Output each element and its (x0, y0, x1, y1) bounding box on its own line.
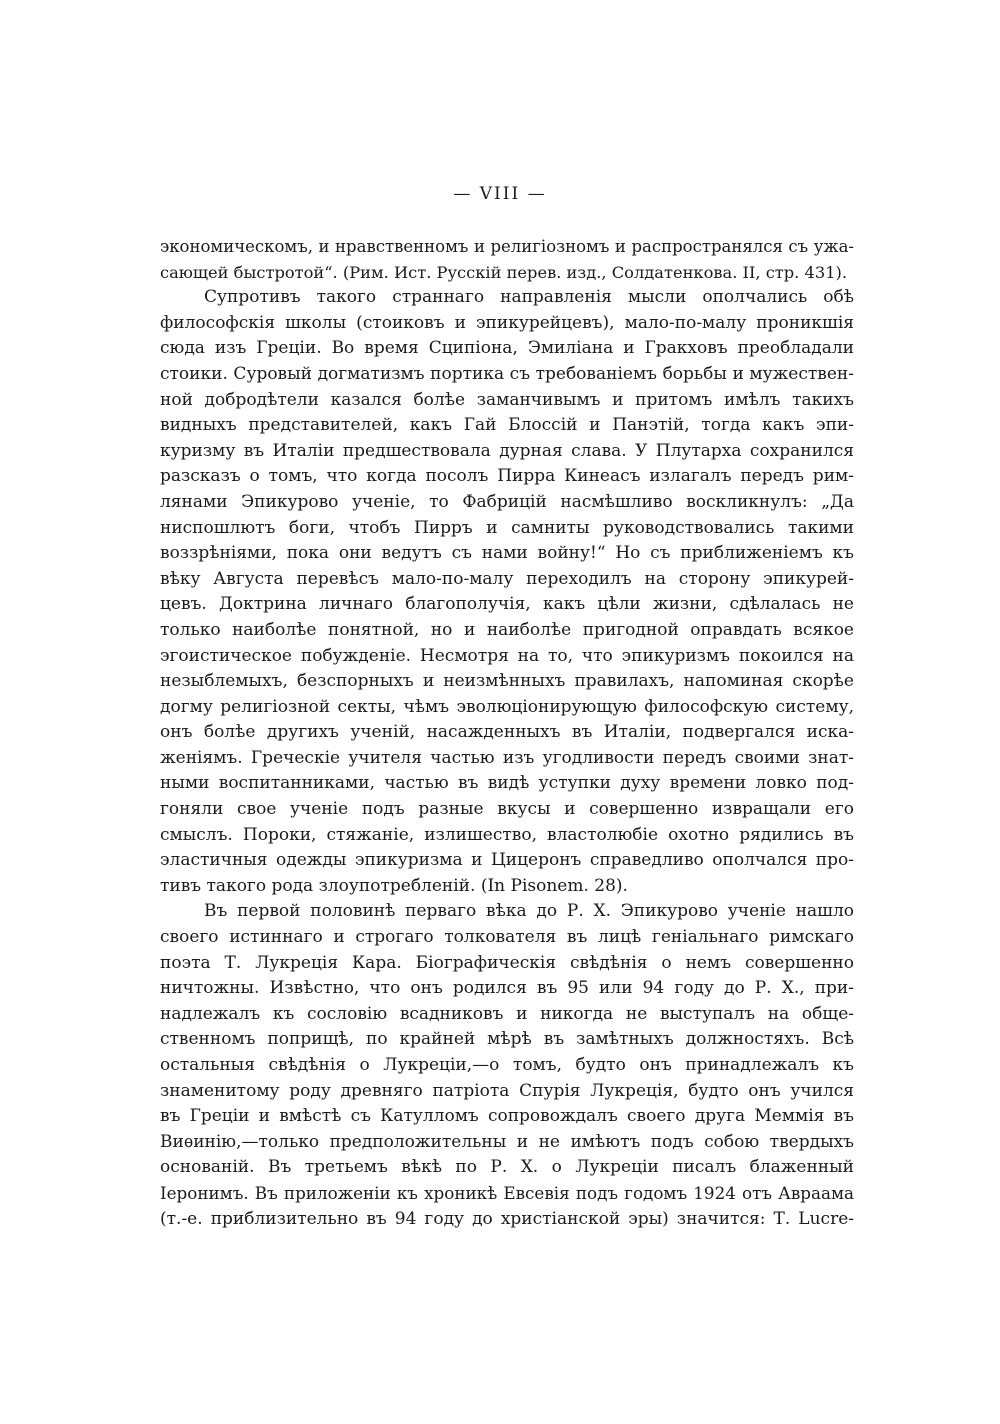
text-line: поэта Т. Лукреція Кара. Біографическія свѣдѣнія о немъ совершенно (160, 952, 854, 973)
text-line: надлежалъ къ сословію всадниковъ и никогда не выступалъ на обще- (160, 1003, 854, 1024)
text-line: вѣку Августа перевѣсъ мало-по-малу переходилъ на сторону эпикурей- (160, 568, 854, 589)
text-line: куризму въ Италіи предшествовала дурная слава. У Плутарха сохранился (160, 440, 854, 461)
text-line: сающей быстротой“. (Рим. Ист. Русскій перев. изд., Солдатенкова. II, стр. 431). (160, 262, 848, 282)
text-line: гоняли свое ученіе подъ разные вкусы и совершенно извращали его (160, 799, 854, 820)
text-line: основаній. Въ третьемъ вѣкѣ по Р. Х. о Лукреціи писалъ блаженный (160, 1157, 854, 1178)
text-line: Супротивъ такого страннаго направленія мысли ополчались обѣ (204, 287, 854, 308)
text-line: въ Греціи и вмѣстѣ съ Катулломъ сопровождалъ своего друга Меммія въ (160, 1106, 854, 1127)
text-line: ниспошлютъ боги, чтобъ Пирръ и самниты руководствовались такими (160, 517, 854, 538)
text-line: эгоистическое побужденіе. Несмотря на то, что эпикуризмъ покоился на (160, 645, 854, 666)
text-line: видныхъ представителей, какъ Гай Блоссій и Панэтій, тогда какъ эпи- (160, 415, 854, 436)
text-line: цевъ. Доктрина личнаго благополучія, какъ цѣли жизни, сдѣлалась не (160, 594, 854, 615)
text-line: тивъ такого рода злоупотребленій. (In Pisonem. 28). (160, 875, 628, 896)
body-text (160, 234, 854, 1232)
text-line: ственномъ поприщѣ, по крайней мѣрѣ въ замѣтныхъ должностяхъ. Всѣ (160, 1029, 854, 1050)
text-line: смыслъ. Пороки, стяжаніе, излишество, властолюбіе охотно рядились въ (160, 824, 854, 845)
text-line: ничтожны. Извѣстно, что онъ родился въ 95 или 94 году до Р. Х., при- (160, 978, 854, 999)
text-line: (т.-е. приблизительно въ 94 году до христіанской эры) значится: Т. Lucre- (160, 1208, 854, 1229)
text-line: лянами Эпикурово ученіе, то Фабрицій насмѣшливо воскликнулъ: „Да (160, 491, 854, 512)
text-line: только наиболѣе понятной, но и наиболѣе пригодной оправдать всякое (160, 619, 854, 640)
text-line: знаменитому роду древняго патріота Спурія Лукреція, будто онъ учился (160, 1080, 854, 1101)
text-line: сюда изъ Греціи. Во время Сципіона, Эмиліана и Гракховъ преобладали (160, 338, 854, 359)
text-line: ными воспитанниками, частью въ видѣ уступки духу времени ловко под- (160, 773, 854, 794)
text-line: философскія школы (стоиковъ и эпикурейцевъ), мало-по-малу проникшія (160, 312, 854, 333)
text-line: экономическомъ, и нравственномъ и религіозномъ и распространялся съ ужа- (160, 237, 854, 256)
text-line: Виѳинію,—только предположительны и не имѣютъ подъ собою твердыхъ (160, 1131, 854, 1152)
text-line: своего истиннаго и строгаго толкователя въ лицѣ геніальнаго римскаго (160, 927, 854, 948)
text-line: Въ первой половинѣ перваго вѣка до Р. Х. Эпикурово ученіе нашло (204, 901, 854, 922)
text-line: ной добродѣтели казался болѣе заманчивымъ и притомъ имѣлъ такихъ (160, 389, 854, 410)
text-line: эластичныя одежды эпикуризма и Цицеронъ справедливо ополчался про- (160, 850, 854, 871)
text-line: онъ болѣе другихъ ученій, насажденныхъ въ Италіи, подвергался иска- (160, 722, 854, 743)
page-number: — VIII — (453, 184, 547, 204)
text-line: остальныя свѣдѣнія о Лукреціи,—о томъ, будто онъ принадлежалъ къ (160, 1055, 854, 1075)
text-line: догму религіозной секты, чѣмъ эволюціонирующую философскую систему, (160, 696, 854, 717)
text-line: стоики. Суровый догматизмъ портика съ требованіемъ борьбы и мужествен- (160, 363, 854, 384)
text-line: разсказъ о томъ, что когда посолъ Пирра Кинеасъ излагалъ передъ рим- (160, 466, 854, 487)
text-line: воззрѣніями, пока они ведутъ съ нами войну!“ Но съ приближеніемъ къ (160, 543, 854, 564)
text-line: незыблемыхъ, безспорныхъ и неизмѣнныхъ правилахъ, напоминая скорѣе (160, 671, 854, 692)
text-line: Іеронимъ. Въ приложеніи къ хроникѣ Евсевія подъ годомъ 1924 отъ Авраама (160, 1182, 854, 1203)
text-line: женіямъ. Греческіе учителя частью изъ угодливости передъ своими знат- (160, 747, 854, 768)
